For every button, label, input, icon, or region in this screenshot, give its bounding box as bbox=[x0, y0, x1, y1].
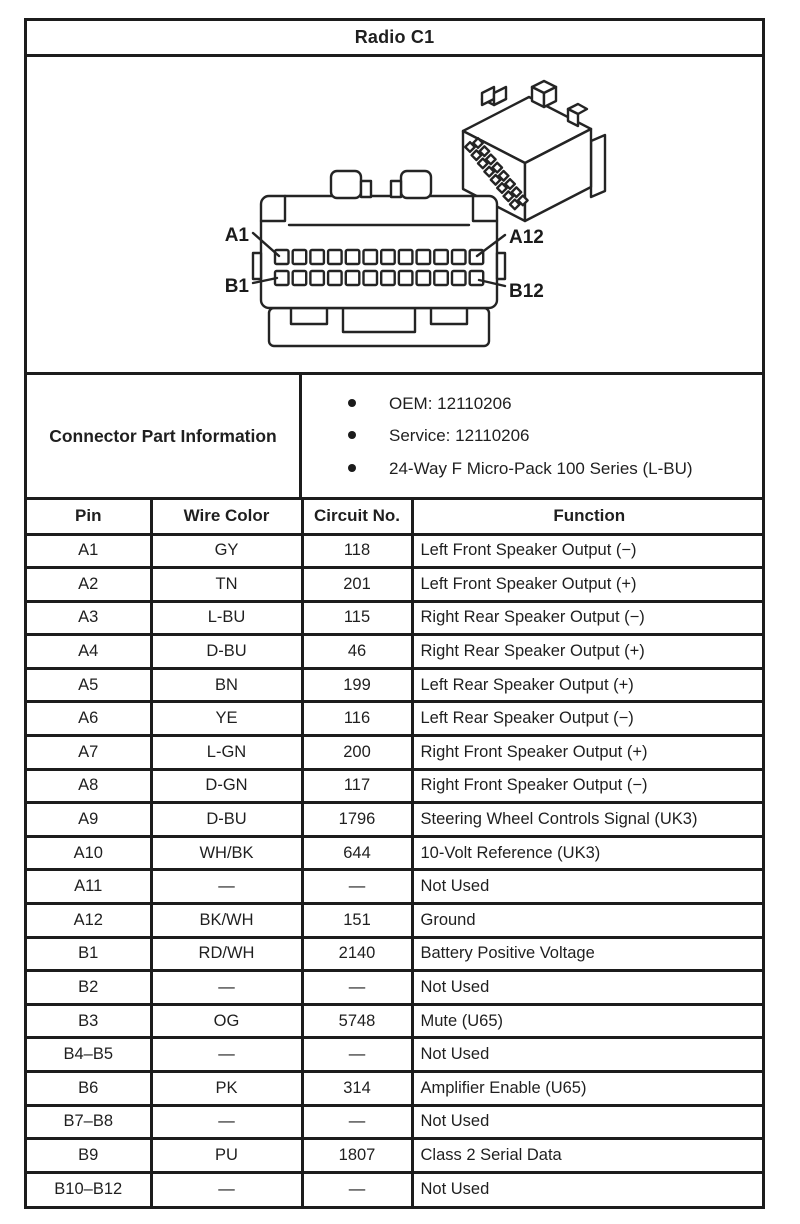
function-cell: 10-Volt Reference (UK3) bbox=[412, 836, 762, 870]
circuit-cell: 46 bbox=[302, 635, 412, 669]
circuit-cell: 1807 bbox=[302, 1139, 412, 1173]
function-cell: Ground bbox=[412, 904, 762, 938]
function-cell: Not Used bbox=[412, 1105, 762, 1139]
function-cell: Left Rear Speaker Output (+) bbox=[412, 668, 762, 702]
pin-hole-B6 bbox=[364, 271, 378, 285]
pin-hole-B5 bbox=[346, 271, 360, 285]
table-row bbox=[27, 1105, 762, 1139]
pin-cell: B3 bbox=[27, 1004, 151, 1038]
function-cell: Right Rear Speaker Output (+) bbox=[412, 635, 762, 669]
function-cell: Right Rear Speaker Output (−) bbox=[412, 601, 762, 635]
column-header-color: Wire Color bbox=[151, 500, 302, 534]
circuit-cell: — bbox=[302, 1172, 412, 1206]
part-info-bullet: OEM: 12110206 bbox=[348, 394, 762, 414]
function-cell: Right Front Speaker Output (+) bbox=[412, 736, 762, 770]
circuit-cell: 117 bbox=[302, 769, 412, 803]
column-header-function: Function bbox=[412, 500, 762, 534]
table-row bbox=[27, 904, 762, 938]
circuit-cell: 201 bbox=[302, 568, 412, 602]
circuit-cell: — bbox=[302, 1038, 412, 1072]
wire-color-cell: D-GN bbox=[151, 769, 302, 803]
connector-part-info-row bbox=[27, 375, 762, 500]
pin-cell: B2 bbox=[27, 971, 151, 1005]
wire-color-cell: RD/WH bbox=[151, 937, 302, 971]
wire-color-cell: OG bbox=[151, 1004, 302, 1038]
function-cell: Not Used bbox=[412, 971, 762, 1005]
pin-hole-B3 bbox=[310, 271, 324, 285]
pin-hole-A7 bbox=[381, 250, 395, 264]
circuit-cell: — bbox=[302, 1105, 412, 1139]
circuit-cell: 116 bbox=[302, 702, 412, 736]
wire-color-cell: — bbox=[151, 1105, 302, 1139]
pin-cell: B9 bbox=[27, 1139, 151, 1173]
pin-hole-A9 bbox=[417, 250, 431, 264]
wire-color-cell: WH/BK bbox=[151, 836, 302, 870]
pin-hole-A3 bbox=[310, 250, 324, 264]
connector-part-info-list bbox=[302, 375, 762, 497]
pin-cell: A11 bbox=[27, 870, 151, 904]
circuit-cell: 200 bbox=[302, 736, 412, 770]
wire-color-cell: L-GN bbox=[151, 736, 302, 770]
pin-hole-B11 bbox=[452, 271, 466, 285]
connector-illustration bbox=[27, 57, 762, 375]
circuit-cell: 118 bbox=[302, 534, 412, 568]
pin-cell: A6 bbox=[27, 702, 151, 736]
table-row bbox=[27, 937, 762, 971]
circuit-cell: 2140 bbox=[302, 937, 412, 971]
pin-hole-A5 bbox=[346, 250, 360, 264]
function-cell: Not Used bbox=[412, 1172, 762, 1206]
table-row bbox=[27, 1139, 762, 1173]
table-row bbox=[27, 534, 762, 568]
pinout-table bbox=[27, 500, 762, 1206]
pin-hole-B7 bbox=[381, 271, 395, 285]
pin-cell: A12 bbox=[27, 904, 151, 938]
pin-label-b12: B12 bbox=[509, 281, 544, 302]
pin-cell: B1 bbox=[27, 937, 151, 971]
pin-cell: B6 bbox=[27, 1072, 151, 1106]
wire-color-cell: YE bbox=[151, 702, 302, 736]
connector-front-view bbox=[253, 171, 505, 346]
table-row bbox=[27, 1004, 762, 1038]
pin-label-a12: A12 bbox=[509, 227, 544, 248]
pin-hole-B12 bbox=[470, 271, 484, 285]
function-cell: Mute (U65) bbox=[412, 1004, 762, 1038]
table-row bbox=[27, 870, 762, 904]
table-row bbox=[27, 568, 762, 602]
pin-hole-A8 bbox=[399, 250, 413, 264]
wire-color-cell: TN bbox=[151, 568, 302, 602]
pin-hole-A1 bbox=[275, 250, 289, 264]
pinout-header-row bbox=[27, 500, 762, 534]
table-row bbox=[27, 1172, 762, 1206]
pin-cell: B7–B8 bbox=[27, 1105, 151, 1139]
pin-cell: A1 bbox=[27, 534, 151, 568]
function-cell: Left Front Speaker Output (−) bbox=[412, 534, 762, 568]
circuit-cell: 314 bbox=[302, 1072, 412, 1106]
wire-color-cell: — bbox=[151, 870, 302, 904]
pin-hole-A10 bbox=[434, 250, 448, 264]
circuit-cell: 199 bbox=[302, 668, 412, 702]
part-info-bullet: 24-Way F Micro-Pack 100 Series (L-BU) bbox=[348, 459, 762, 479]
wire-color-cell: — bbox=[151, 1172, 302, 1206]
table-row bbox=[27, 601, 762, 635]
pin-hole-A11 bbox=[452, 250, 466, 264]
table-row bbox=[27, 736, 762, 770]
table-row bbox=[27, 971, 762, 1005]
table-row bbox=[27, 1038, 762, 1072]
pin-cell: A2 bbox=[27, 568, 151, 602]
function-cell: Amplifier Enable (U65) bbox=[412, 1072, 762, 1106]
table-row bbox=[27, 635, 762, 669]
pin-hole-B4 bbox=[328, 271, 342, 285]
pin-cell: A4 bbox=[27, 635, 151, 669]
connector-part-info-label: Connector Part Information bbox=[27, 375, 302, 497]
pin-hole-B9 bbox=[417, 271, 431, 285]
wire-color-cell: L-BU bbox=[151, 601, 302, 635]
pin-cell: A9 bbox=[27, 803, 151, 837]
function-cell: Not Used bbox=[412, 870, 762, 904]
wire-color-cell: D-BU bbox=[151, 803, 302, 837]
column-header-pin: Pin bbox=[75, 506, 102, 526]
function-cell: Steering Wheel Controls Signal (UK3) bbox=[412, 803, 762, 837]
pin-hole-A6 bbox=[364, 250, 378, 264]
function-cell: Not Used bbox=[412, 1038, 762, 1072]
wire-color-cell: PU bbox=[151, 1139, 302, 1173]
function-cell: Battery Positive Voltage bbox=[412, 937, 762, 971]
page-title: Radio C1 bbox=[27, 21, 762, 57]
part-info-bullet: Service: 12110206 bbox=[348, 426, 762, 446]
pin-cell: A8 bbox=[27, 769, 151, 803]
wire-color-cell: BK/WH bbox=[151, 904, 302, 938]
function-cell: Right Front Speaker Output (−) bbox=[412, 769, 762, 803]
pin-hole-B10 bbox=[434, 271, 448, 285]
circuit-cell: 5748 bbox=[302, 1004, 412, 1038]
function-cell: Left Rear Speaker Output (−) bbox=[412, 702, 762, 736]
function-cell: Left Front Speaker Output (+) bbox=[412, 568, 762, 602]
pin-cell: B10–B12 bbox=[27, 1172, 151, 1206]
pin-cell: A3 bbox=[27, 601, 151, 635]
circuit-cell: — bbox=[302, 870, 412, 904]
table-row bbox=[27, 836, 762, 870]
function-cell: Class 2 Serial Data bbox=[412, 1139, 762, 1173]
pin-cell: A7 bbox=[27, 736, 151, 770]
pin-label-a1: A1 bbox=[224, 225, 249, 246]
wire-color-cell: — bbox=[151, 971, 302, 1005]
radio-c1-connector-sheet bbox=[24, 18, 765, 1209]
wire-color-cell: BN bbox=[151, 668, 302, 702]
pin-hole-A4 bbox=[328, 250, 342, 264]
column-header-circuit: Circuit No. bbox=[302, 500, 412, 534]
wire-color-cell: GY bbox=[151, 534, 302, 568]
circuit-cell: 151 bbox=[302, 904, 412, 938]
pin-cell: A5 bbox=[27, 668, 151, 702]
wire-color-cell: D-BU bbox=[151, 635, 302, 669]
pin-cell: B4–B5 bbox=[27, 1038, 151, 1072]
table-row bbox=[27, 803, 762, 837]
table-row bbox=[27, 1072, 762, 1106]
table-row bbox=[27, 769, 762, 803]
circuit-cell: 115 bbox=[302, 601, 412, 635]
circuit-cell: 1796 bbox=[302, 803, 412, 837]
pin-label-b1: B1 bbox=[224, 276, 249, 297]
table-row bbox=[27, 668, 762, 702]
wire-color-cell: PK bbox=[151, 1072, 302, 1106]
connector-illustration-cell bbox=[27, 57, 762, 375]
table-row bbox=[27, 702, 762, 736]
wire-color-cell: — bbox=[151, 1038, 302, 1072]
pin-hole-B2 bbox=[293, 271, 307, 285]
circuit-cell: — bbox=[302, 971, 412, 1005]
pin-cell: A10 bbox=[27, 836, 151, 870]
circuit-cell: 644 bbox=[302, 836, 412, 870]
pin-hole-A2 bbox=[293, 250, 307, 264]
pin-hole-B8 bbox=[399, 271, 413, 285]
